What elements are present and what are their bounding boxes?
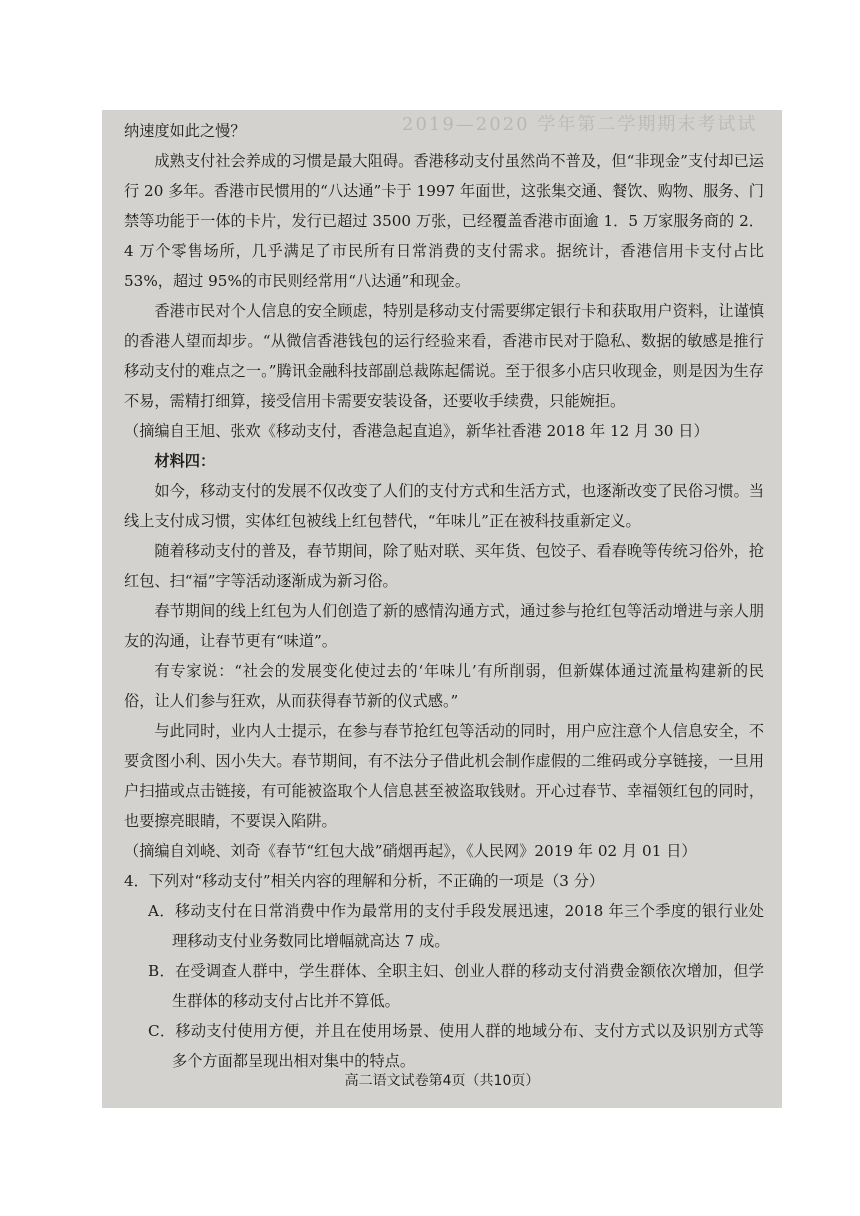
bleed-through-header: 2019—2020 学年第二学期期末考试试 [402,114,758,135]
option-c: C．移动支付使用方便，并且在使用场景、使用人群的地域分布、支付方式以及识别方式等多个方面都呈现出相对集中的特点。 [148,1022,764,1070]
material4-paragraph-5: 与此同时，业内人士提示，在参与春节抢红包等活动的同时，用户应注意个人信息安全，不要贪图小利、因小失大。春节期间，有不法分子借此机会制作虚假的二维码或分享链接，一旦用户扫描或点击链接，有可能被盗取个人信息甚至被盗取钱财。开心过春节、幸福领红包的同时，也要擦亮眼睛，不要误入陷阱。 [124,722,764,830]
material4-paragraph-1: 如今，移动支付的发展不仅改变了人们的支付方式和生活方式，也逐渐改变了民俗习惯。当线上支付成习惯，实体红包被线上红包替代，“年味儿”正在被科技重新定义。 [124,482,764,530]
material4-paragraph-2: 随着移动支付的普及，春节期间，除了贴对联、买年货、包饺子、看春晚等传统习俗外，抢红包、扫“福”字等活动逐渐成为新习俗。 [124,542,764,590]
material4-paragraph-3: 春节期间的线上红包为人们创造了新的感情沟通方式，通过参与抢红包等活动增进与亲人朋友的沟通，让春节更有“味道”。 [124,602,764,650]
page-footer: 高二语文试卷第4页（共10页） [344,1073,540,1089]
paragraph-privacy: 香港市民对个人信息的安全顾虑，特别是移动支付需要绑定银行卡和获取用户资料，让谨慎的香港人望而却步。“从微信香港钱包的运行经验来看，香港市民对于隐私、数据的敏感是推行移动支付的难点之一。”腾讯金融科技部副总裁陈起儒说。至于很多小店只收现金，则是因为生存不易，需精打细算，接受信用卡需要安装设备，还要收手续费，只能婉拒。 [124,302,764,410]
source-material-3: （摘编自王旭、张欢《移动支付，香港急起直追》，新华社香港 2018 年 12 月 30 日） [124,422,709,440]
option-b: B．在受调查人群中，学生群体、全职主妇、创业人群的移动支付消费金额依次增加，但学生群体的移动支付占比并不算低。 [148,962,764,1010]
source-material-4: （摘编自刘峣、刘奇《春节“红包大战”硝烟再起》，《人民网》2019 年 02 月 01 日） [124,842,697,860]
paragraph-habit: 成熟支付社会养成的习惯是最大阻碍。香港移动支付虽然尚不普及，但“非现金”支付却已运行 20 多年。香港市民惯用的“八达通”卡于 1997 年面世，这张集交通、餐饮、购物、服务、门禁等功能于一体的卡片，发行已超过 3500 万张，已经覆盖香港市面逾 1．5 万家服务商的 2．4 万个零售场所，几乎满足了市民所有日常消费的支付需求。据统计，香港信用卡支付占比 53%，超过 95%的市民则经常用“八达通”和现金。 [124,152,764,290]
material4-paragraph-4: 有专家说：“社会的发展变化使过去的‘年味儿’有所削弱，但新媒体通过流量构建新的民俗，让人们参与狂欢，从而获得春节新的仪式感。” [124,662,764,710]
question-4: 4．下列对“移动支付”相关内容的理解和分析，不正确的一项是（3 分） [124,872,605,890]
heading-material-4: 材料四： [154,452,216,470]
paragraph-continuation: 纳速度如此之慢？ [124,122,246,140]
page-content [124,116,764,1076]
option-a: A．移动支付在日常消费中作为最常用的支付手段发展迅速，2018 年三个季度的银行业处理移动支付业务数同比增幅就高达 7 成。 [148,902,764,950]
exam-page [102,110,782,1108]
